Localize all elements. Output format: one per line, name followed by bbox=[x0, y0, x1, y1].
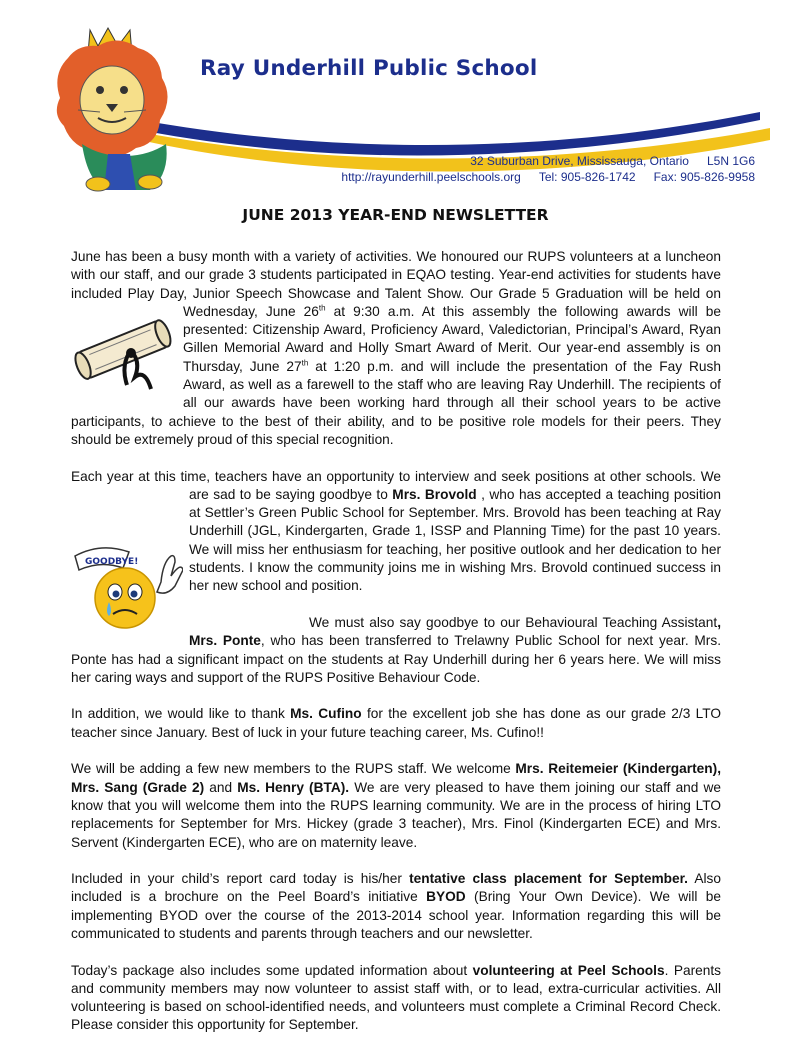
paragraph-text: at 9:30 a.m. At this assembly the following awards will be presented: Citizenship Award, Proficiency Award, Valedictorian, Principal’s Award, Ryan Gillen Memorial Award and Holly Smart Award of Merit. Our year-end assembly is on Thursday, June 27 bbox=[183, 303, 721, 374]
paragraph-text: June has been a busy month with a variety of activities. We honoured our RUPS volunteers at a luncheon with our staff, and our grade 3 students participated in EQAO testing. Year-end activities for students have included Play Day, Junior Speech Showcase and Talent Show. Our Grade 5 Graduation will be held on Wednesday, June 26 bbox=[71, 249, 721, 319]
paragraph-cufino bbox=[71, 705, 721, 742]
paragraph-events bbox=[71, 248, 721, 449]
lion-mascot-icon bbox=[38, 24, 198, 192]
staff-name: Ms. Cufino bbox=[290, 706, 362, 722]
staff-name: , Mrs. Ponte bbox=[189, 614, 721, 649]
newsletter-body bbox=[71, 248, 721, 1053]
school-address: 32 Suburban Drive, Mississauga, Ontario bbox=[470, 154, 689, 168]
school-contact bbox=[341, 153, 755, 185]
emphasis-text: BYOD bbox=[426, 889, 466, 905]
paragraph-text: Each year at this time, teachers have an opportunity to interview and seek positions at other schools. We are sad to be saying goodbye to bbox=[71, 468, 721, 502]
staff-name: Mrs. Brovold bbox=[392, 486, 477, 502]
paragraph-text: at 1:20 p.m. and will include the presentation of the Fay Rush Award, as well as a farewell to the staff who are leaving Ray Underhill. The recipients of all our awards have been working hard through all their school years to be active participants, to achieve to the best of their ability, and to be positive role models for their peers. They should be extremely proud of this special recognition. bbox=[71, 358, 721, 447]
emphasis-text: tentative class placement for September. bbox=[409, 871, 688, 887]
paragraph-text: . Parents and community members may now volunteer to assist staff with, or to lead, extra-curricular activities. All volunteering is based on school-identified needs, and volunteers must complete a Criminal Record Check. Please consider this opportunity for September. bbox=[71, 962, 721, 1033]
paragraph-text: In addition, we would like to thank bbox=[71, 706, 291, 722]
school-website[interactable]: http://rayunderhill.peelschools.org bbox=[341, 170, 521, 184]
goodbye-face-icon bbox=[71, 542, 183, 634]
paragraph-text: We will be adding a few new members to the RUPS staff. We welcome bbox=[71, 761, 516, 777]
superscript: th bbox=[301, 358, 309, 368]
paragraph-report-card bbox=[71, 870, 721, 943]
paragraph-new-staff bbox=[71, 760, 721, 851]
paragraph-text: , who has accepted a teaching position at Settler’s Green Public School for September. Mrs. Brovold has been teaching at Ray Underhill (JGL, Kindergarten, Grade 1, ISSP and Planning Time) for the past 10 years. We will miss her enthusiasm for teaching, her positive outlook and her dedication to her students. I know the community joins me in wishing Mrs. Brovold continued success in her new school and position. bbox=[189, 486, 722, 594]
staff-name: Mrs. Reitemeier (Kindergarten), Mrs. Sang (Grade 2) bbox=[71, 761, 722, 795]
paragraph-text: and bbox=[204, 779, 238, 795]
goodbye-label: GOODBYE! bbox=[85, 556, 139, 567]
paragraph-text: Today’s package also includes some updated information about bbox=[71, 962, 473, 978]
school-phone: Tel: 905-826-1742 bbox=[538, 170, 636, 184]
paragraph-text: (Bring Your Own Device). We will be implementing BYOD over the course of the 2013-2014 school year. Information regarding this will be communicated to students and parents through teachers and our newsletter. bbox=[71, 889, 721, 941]
paragraph-text: for the excellent job she has done as our grade 2/3 LTO teacher since January. Best of luck in your future teaching career, Ms. Cufino!! bbox=[71, 706, 722, 740]
diploma-scroll-icon bbox=[71, 307, 179, 397]
paragraph-text: We must also say goodbye to our Behavioural Teaching Assistant bbox=[309, 614, 718, 630]
paragraph-text: , who has been transferred to Trelawny Public School for next year. Mrs. Ponte has had a significant impact on the students at Ray Underhill during her 6 years here. We will miss her caring ways and support of the RUPS Positive Behaviour Code. bbox=[71, 633, 721, 685]
school-name: Ray Underhill Public School bbox=[200, 56, 538, 81]
superscript: th bbox=[318, 303, 326, 313]
paragraph-text: Also included is a brochure on the Peel Board’s initiative bbox=[71, 871, 721, 905]
school-fax: Fax: 905-826-9958 bbox=[653, 170, 755, 184]
newsletter-title: JUNE 2013 YEAR-END NEWSLETTER bbox=[242, 206, 549, 224]
postal-code: L5N 1G6 bbox=[706, 154, 755, 168]
paragraph-brovold bbox=[71, 468, 721, 596]
paragraph-text: Included in your child’s report card today is his/her bbox=[71, 871, 410, 887]
paragraph-text: We are very pleased to have them joining our staff and we know that you will welcome them into the RUPS learning community. We are in the process of hiring LTO replacements for September for Mrs. Hickey (grade 3 teacher), Mrs. Finol (Kindergarten ECE) and Mrs. Servent (Kindergarten ECE), who are on maternity leave. bbox=[71, 779, 721, 850]
letterhead bbox=[0, 0, 791, 190]
staff-name: Ms. Henry (BTA). bbox=[237, 779, 350, 795]
emphasis-text: volunteering at Peel Schools bbox=[472, 962, 665, 978]
